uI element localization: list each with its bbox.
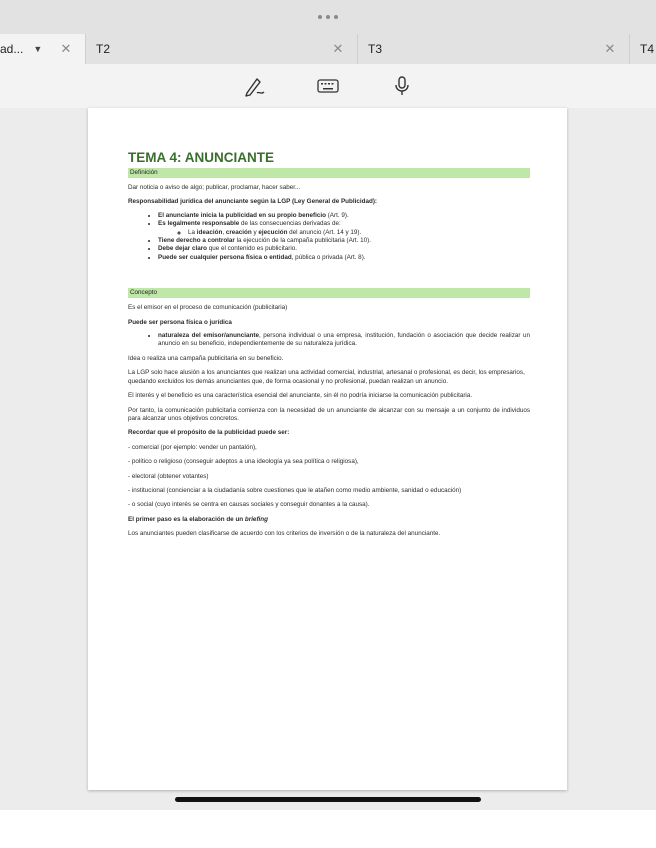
concept-list (128, 332, 530, 349)
chevron-down-icon[interactable]: ▼ (33, 44, 43, 54)
list-item: • El anunciante inicia la publicidad en su propio beneficio (Art. 9). (158, 212, 530, 220)
document-content (128, 150, 530, 539)
section-heading-definicion: Definición (128, 168, 530, 178)
sub-list (158, 229, 530, 237)
tab-2-label: T2 (96, 42, 111, 56)
keyboard-icon[interactable] (316, 74, 340, 98)
section-heading-concepto: Concepto (128, 288, 530, 298)
purpose-item: - comercial (por ejemplo: vender un pantalón), (128, 443, 257, 451)
concept-p4: La LGP solo hace alusión a los anunciantes que realizan una actividad comercial, industrial, artesanal o profesional, es decir, los empresarios, quedando excluidos los demás anunciantes que, de forma ocasional y no profesional, puedan realizan un anuncio. (128, 369, 525, 385)
responsibility-heading: Responsabilidad jurídica del anunciante según la LGP (Ley General de Publicidad): (128, 198, 378, 206)
concept-p3: Idea o realiza una campaña publicitaria en su beneficio. (128, 354, 284, 362)
close-tab-2-icon[interactable]: ✕ (332, 41, 344, 56)
briefing-heading: El primer paso es la elaboración de un briefing (128, 515, 268, 523)
purpose-item: - o social (cuyo interés se centra en causas sociales y conseguir donantes a la causa). (128, 501, 370, 509)
home-indicator[interactable] (175, 797, 481, 802)
tab-3[interactable] (358, 34, 630, 64)
classification-text: Los anunciantes pueden clasificarse de acuerdo con los criterios de inversión o de la naturaleza del anunciante. (128, 530, 441, 538)
tab-1[interactable] (0, 34, 86, 64)
sub-list-item: ◦ La ideación, creación y ejecución del anuncio (Art. 14 y 19). (188, 229, 530, 237)
document-title: TEMA 4: ANUNCIANTE (128, 150, 274, 165)
purpose-heading: Recordar que el propósito de la publicidad puede ser: (128, 429, 290, 437)
list-item: • Tiene derecho a controlar la ejecución de la campaña publicitaria (Art. 10). (158, 237, 530, 245)
list-item: • naturaleza del emisor/anunciante, persona individual o una empresa, institución, fundación o asociación que decide realizar un anuncio en su beneficio, independientemente de su naturaleza jurídica. (158, 332, 530, 349)
close-tab-1-icon[interactable]: ✕ (60, 41, 72, 56)
purpose-item: - electoral (obtener votantes) (128, 472, 209, 480)
list-item: • Es legalmente responsable de las consecuencias derivadas de: ◦ La ideación, creación y ejecución del anuncio (Art. 14 y 19). (158, 220, 530, 237)
tab-4[interactable] (630, 34, 656, 64)
list-item: • Debe dejar claro que el contenido es publicitario. (158, 245, 530, 253)
tab-4-label: T4 (640, 42, 655, 56)
purpose-item: - político o religioso (conseguir adeptos a una ideología ya sea política o religiosa), (128, 458, 359, 466)
definition-text: Dar noticia o aviso de algo; publicar, proclamar, hacer saber... (128, 184, 301, 191)
responsibility-list (128, 212, 530, 262)
document-page[interactable] (88, 108, 567, 790)
window-menu-dots-icon[interactable] (312, 9, 344, 25)
tab-bar (0, 34, 656, 64)
tab-1-label: ad... (0, 42, 24, 56)
concept-p2: Puede ser persona física o jurídica (128, 318, 232, 326)
purpose-item: - institucional (concienciar a la ciudadanía sobre cuestiones que le atañen como medio ambiente, sanidad o educación) (128, 486, 462, 494)
concept-p1: Es el emisor en el proceso de comunicación (publicitaria) (128, 304, 288, 312)
list-item: • Puede ser cualquier persona física o entidad, pública o privada (Art. 8). (158, 254, 530, 262)
tab-3-label: T3 (368, 42, 383, 56)
close-tab-3-icon[interactable]: ✕ (604, 41, 616, 56)
toolbar (0, 64, 656, 108)
concept-p6: Por tanto, la comunicación publicitaria comienza con la necesidad de un anunciante de alcanzar con su mensaje a un conjunto de individuos para alcanzar unos objetivos concretos. (128, 406, 530, 422)
tab-2[interactable] (86, 34, 358, 64)
top-bar (0, 0, 656, 34)
microphone-icon[interactable] (390, 74, 414, 98)
markup-pen-icon[interactable] (243, 74, 267, 98)
concept-p5: El interés y el beneficio es una característica esencial del anunciante, sin él no podría iniciarse la comunicación publicitaria. (128, 392, 473, 400)
